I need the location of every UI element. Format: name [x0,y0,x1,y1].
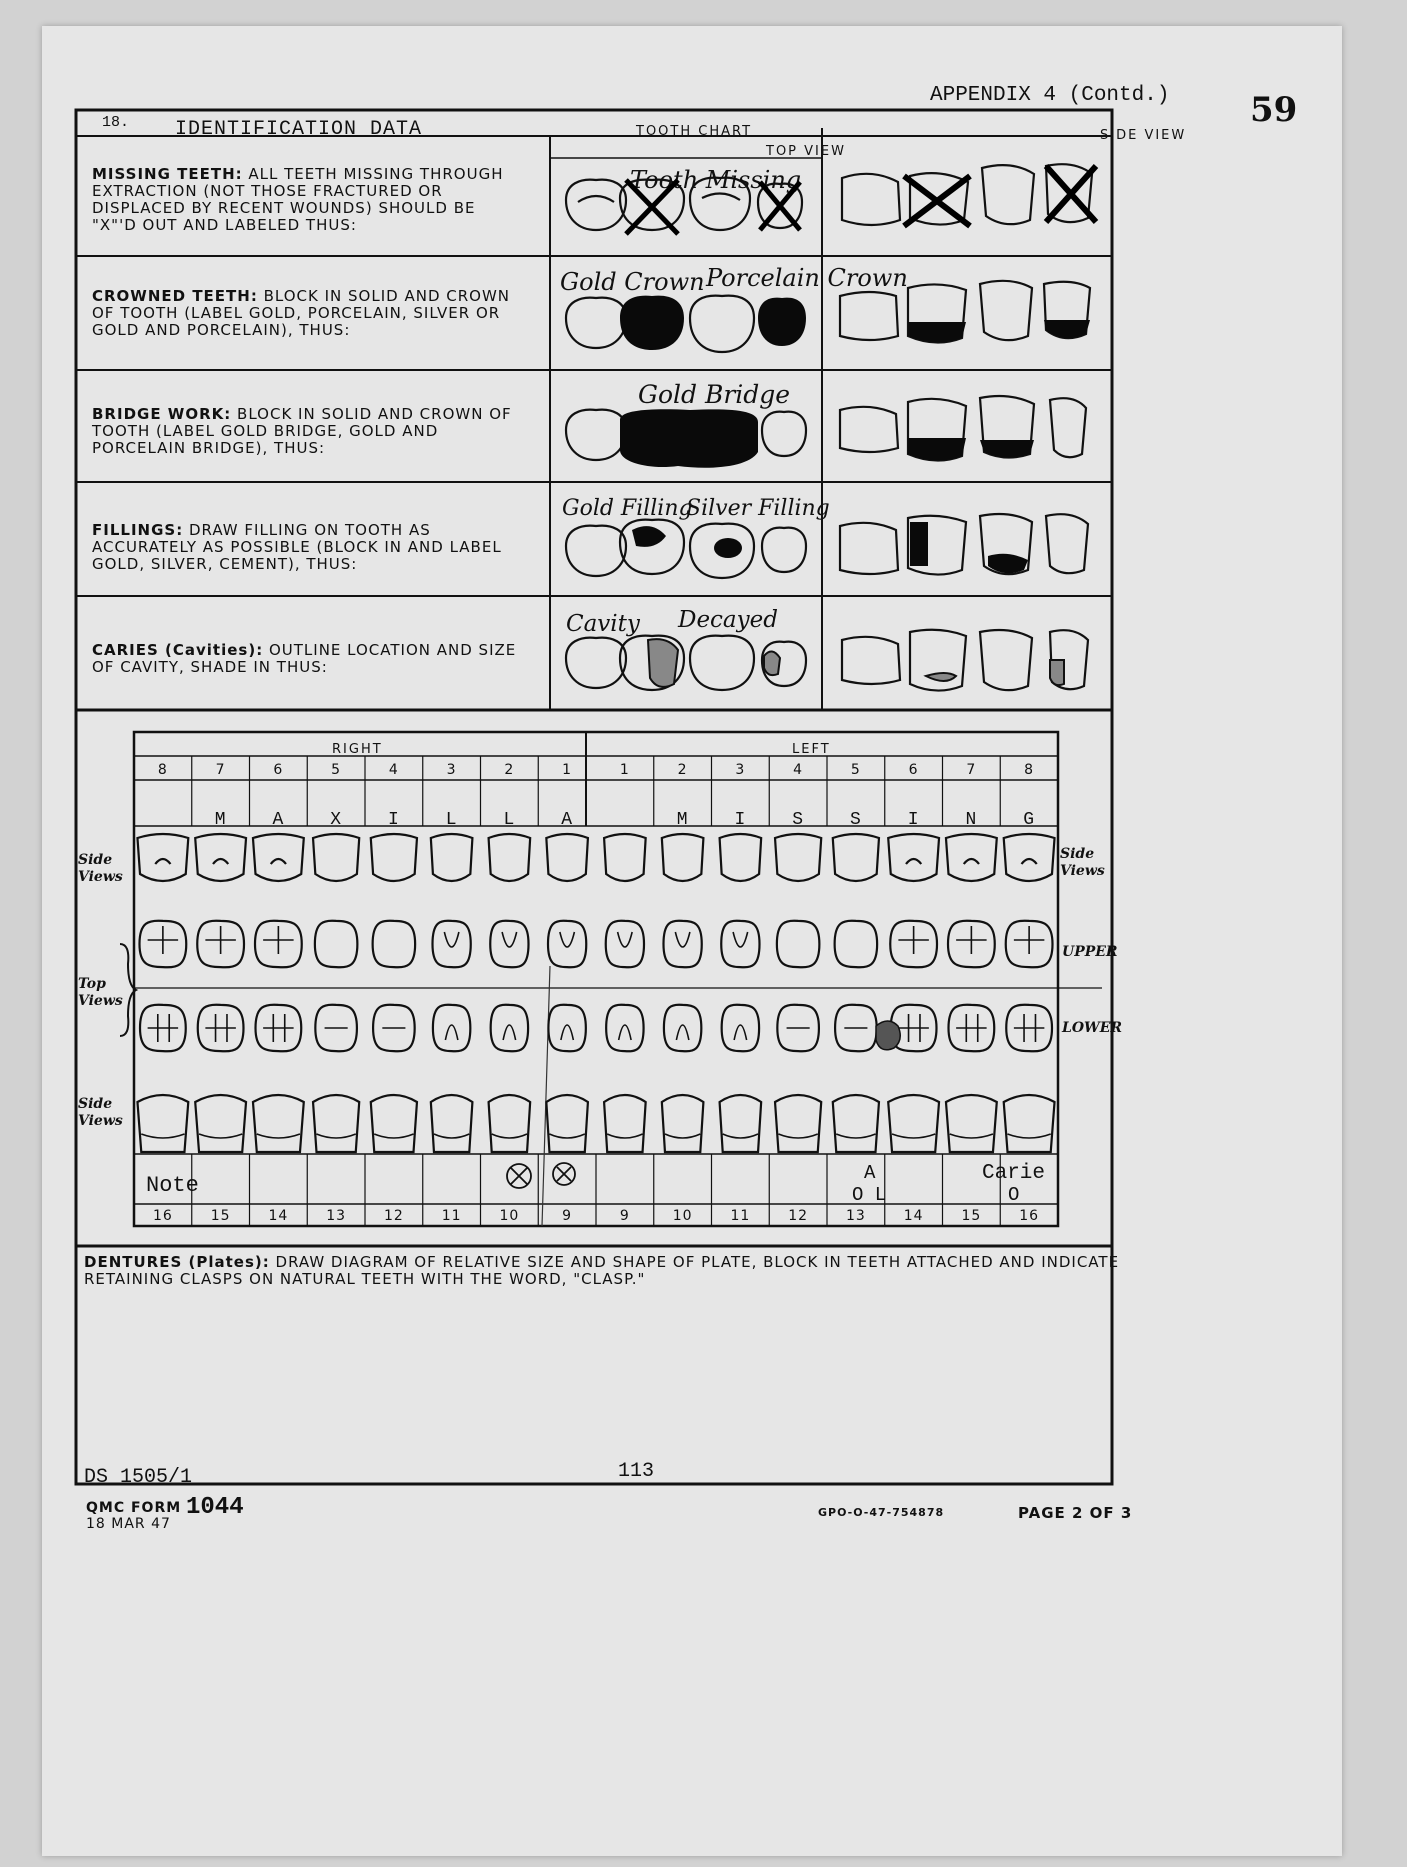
missing-mark-letter: S [849,810,862,830]
carie-o: O [1008,1184,1020,1206]
lower-side-cej [549,1134,584,1138]
lower-side-tooth [720,1095,762,1152]
upper-side-tooth [195,834,246,881]
lower-top-incisal [734,1025,746,1040]
legend-missing-body: ALL TEETH MISSING THROUGH EXTRACTION (NOT THOSE FRACTURED OR DISPLACED BY RECENT WOUNDS) SHOULD BE "X"'D OUT AND LABELED THUS: [92,165,504,234]
lower-side-cej [607,1134,642,1138]
form-date: 18 MAR 47 [86,1516,171,1532]
upper-top-tooth [373,921,416,968]
upper-side-groove [1022,859,1037,864]
lower-tooth-number: 11 [730,1208,751,1224]
missing-mark-letter: M [214,810,227,830]
lower-tooth-number: 12 [383,1208,404,1224]
center-number: 113 [618,1460,655,1483]
upper-side-groove [213,859,228,864]
lower-side-tooth [253,1095,304,1152]
legend-bridge-title: BRIDGE WORK: [92,405,232,423]
lower-side-tooth [775,1095,821,1152]
lower-side-cej [892,1134,935,1138]
upper-tooth-number: 2 [504,762,515,778]
lower-tooth-number: 12 [788,1208,809,1224]
lower-tooth-number: 13 [845,1208,866,1224]
label-gold-filling: Gold Filling [562,496,693,521]
missing-teeth-examples [566,164,1096,234]
lower-top-incisal [503,1025,515,1040]
upper-tooth-number: 8 [157,762,168,778]
upper-side-tooth [720,834,762,881]
upper-tooth-number: 7 [966,762,977,778]
lower-tooth-number: 14 [903,1208,924,1224]
lower-top-groove [263,1014,293,1042]
section-number: 18. [102,114,130,131]
upper-top-incisal [502,932,517,947]
lower-top-incisal [561,1025,573,1040]
lower-side-cej [836,1134,875,1138]
bridge-work-examples [566,396,1086,468]
legend-caries-title: CARIES (Cavities): [92,641,264,659]
upper-tooth-number: 6 [908,762,919,778]
upper-top-incisal [444,932,459,947]
lower-side-tooth [371,1095,417,1152]
lower-top-groove [148,1014,178,1042]
upper-top-tooth [315,921,358,968]
upper-top-groove [263,926,293,954]
upper-tooth-number: 4 [793,762,804,778]
lower-side-cej [665,1134,700,1138]
lower-side-cej [434,1134,469,1138]
lower-side-cej [257,1134,300,1138]
upper-side-groove [906,859,921,864]
label-decayed: Decayed [678,607,778,633]
label-tooth-missing: Tooth Missing [630,166,802,194]
upper-side-tooth [946,834,997,881]
lower-tooth-number: 14 [268,1208,289,1224]
lower-top-groove [956,1014,986,1042]
lower-side-tooth [546,1095,588,1152]
lower-top-groove [205,1014,235,1042]
lower-side-tooth [946,1095,997,1152]
lower-side-tooth [195,1095,246,1152]
lower-side-cej [778,1134,817,1138]
lower-tooth-number: 13 [326,1208,347,1224]
upper-tooth-number: 8 [1024,762,1035,778]
appendix-label: APPENDIX 4 (Contd.) [930,84,1170,107]
upper-side-tooth [431,834,473,881]
upper-side-tooth [313,834,359,881]
upper-label: UPPER [1062,944,1118,960]
label-gold-crown: Gold Crown [560,268,705,296]
missing-mark-letter: L [445,810,458,830]
note-a: A [864,1162,876,1184]
upper-top-tooth [835,921,878,968]
upper-top-tooth [490,921,528,968]
upper-side-tooth [489,834,531,881]
upper-top-groove [1014,926,1044,954]
lower-side-cej [316,1134,355,1138]
legend-missing-title: MISSING TEETH: [92,165,243,183]
upper-top-incisal [560,932,575,947]
lower-top-incisal [619,1025,631,1040]
lower-tooth-number: 9 [619,1208,630,1224]
gpo-number: GPO-O-47-754878 [818,1506,945,1519]
missing-mark-letter: N [965,810,978,830]
upper-side-tooth [253,834,304,881]
lower-side-cej [374,1134,413,1138]
lower-side-tooth [313,1095,359,1152]
outer-border [76,110,1112,1484]
lower-decay-mark [876,1021,900,1050]
legend-caries-body: OUTLINE LOCATION AND SIZE OF CAVITY, SHADE IN THUS: [92,641,517,676]
upper-side-tooth [888,834,939,881]
lower-tooth-number: 11 [441,1208,462,1224]
lower-top-tooth [722,1005,759,1052]
legend-fillings-title: FILLINGS: [92,521,184,539]
upper-top-tooth [432,921,470,968]
upper-top-groove [898,926,928,954]
lower-side-tooth [662,1095,704,1152]
lower-tooth-number: 16 [1019,1208,1040,1224]
lower-top-tooth [606,1005,643,1052]
upper-side-tooth [137,834,188,881]
missing-mark-letter: A [272,810,285,830]
upper-side-tooth [371,834,417,881]
legend-crowned-body: BLOCK IN SOLID AND CROWN OF TOOTH (LABEL GOLD, PORCELAIN, SILVER OR GOLD AND PORCELAIN), THUS: [92,287,511,339]
upper-tooth-number: 4 [388,762,399,778]
upper-top-groove [205,926,235,954]
lower-side-cej [141,1134,184,1138]
upper-side-tooth [1004,834,1055,881]
note-ol: O L [852,1184,887,1206]
crowned-teeth-examples [566,281,1090,352]
lower-side-tooth [489,1095,531,1152]
form-graphics [42,26,1342,1856]
upper-side-groove [271,859,286,864]
lower-top-incisal [445,1025,457,1040]
ds-number: DS 1505/1 [84,1466,193,1489]
lower-tooth-number: 16 [152,1208,173,1224]
lower-top-tooth [548,1005,585,1052]
lower-side-cej [723,1134,758,1138]
lower-side-tooth [888,1095,939,1152]
legend-fillings-body: DRAW FILLING ON TOOTH AS ACCURATELY AS POSSIBLE (BLOCK IN AND LABEL GOLD, SILVER, CEMENT), THUS: [92,521,502,573]
upper-tooth-number: 1 [619,762,630,778]
page-number-handwritten: 59 [1250,90,1298,130]
tooth-chart-label: TOOTH CHART [636,124,753,139]
lower-tooth-number: 15 [210,1208,231,1224]
upper-top-incisal [618,932,633,947]
upper-side-groove [964,859,979,864]
lower-side-tooth [604,1095,646,1152]
form-number: 1044 [186,1494,244,1521]
label-cavity: Cavity [566,611,640,637]
lower-top-tooth [433,1005,470,1052]
section-title: IDENTIFICATION DATA [175,118,423,141]
side-views-label-upper: Side Views [78,852,123,885]
lower-tooth-number: 15 [961,1208,982,1224]
lower-side-tooth [1004,1095,1055,1152]
upper-tooth-number: 5 [850,762,861,778]
upper-tooth-number: 5 [331,762,342,778]
lower-label: LOWER [1062,1020,1123,1036]
upper-side-tooth [604,834,646,881]
lower-tooth-number: 10 [672,1208,693,1224]
upper-side-tooth [833,834,879,881]
qmc-form-label: QMC FORM [86,1500,182,1516]
legend-bridge-body: BLOCK IN SOLID AND CROWN OF TOOTH (LABEL GOLD BRIDGE, GOLD AND PORCELAIN BRIDGE), THUS: [92,405,512,457]
label-porcelain-crown: Porcelain Crown [706,264,908,292]
upper-side-groove [155,859,170,864]
lower-side-cej [1008,1134,1051,1138]
lower-side-cej [492,1134,527,1138]
carie-label: Carie [982,1162,1046,1185]
upper-top-groove [148,926,178,954]
top-view-label: TOP VIEW [766,144,846,159]
upper-side-tooth [775,834,821,881]
dentures-title: DENTURES (Plates): [84,1253,270,1271]
legend-crowned-title: CROWNED TEETH: [92,287,258,305]
upper-side-tooth [546,834,588,881]
note-label: Note [146,1173,199,1198]
lower-side-tooth [137,1095,188,1152]
lower-top-incisal [676,1025,688,1040]
upper-tooth-number: 3 [735,762,746,778]
lower-side-cej [199,1134,242,1138]
missing-mark-letter: X [330,810,343,830]
upper-top-incisal [733,932,748,947]
dentures-body: DRAW DIAGRAM OF RELATIVE SIZE AND SHAPE OF PLATE, BLOCK IN TEETH ATTACHED AND INDICATE RETAINING CLASPS ON NATURAL TEETH WITH THE WORD, "CLASP." [84,1253,1120,1288]
upper-tooth-number: 3 [446,762,457,778]
caries-examples [566,630,1088,691]
lower-tooth-number: 10 [499,1208,520,1224]
upper-top-tooth [606,921,644,968]
label-gold-bridge: Gold Bridge [638,380,791,409]
chart-teeth [137,834,1054,1152]
missing-mark-letter: I [907,810,920,830]
upper-top-tooth [548,921,586,968]
missing-mark-letter: G [1023,810,1036,830]
form-sheet [42,26,1342,1856]
upper-tooth-number: 7 [215,762,226,778]
lower-top-tooth [664,1005,701,1052]
upper-top-groove [956,926,986,954]
lower-top-tooth [491,1005,528,1052]
missing-mark-letter: S [792,810,805,830]
upper-top-incisal [675,932,690,947]
missing-mark-letter: M [676,810,689,830]
upper-top-tooth [777,921,820,968]
upper-tooth-number: 2 [677,762,688,778]
upper-tooth-number: 6 [273,762,284,778]
lower-side-tooth [431,1095,473,1152]
side-views-label-right: Side Views [1060,846,1105,879]
lower-top-groove [1014,1014,1044,1042]
upper-side-tooth [662,834,704,881]
side-view-label: SIDE VIEW [1100,128,1187,143]
top-views-label: Top Views [78,976,123,1009]
lower-side-cej [950,1134,993,1138]
page-of-label: PAGE 2 OF 3 [1018,1504,1133,1522]
missing-mark-letter: L [503,810,516,830]
lower-top-groove [898,1014,928,1042]
fillings-examples [566,514,1088,578]
extraction-marks [507,1163,575,1188]
upper-top-tooth [663,921,701,968]
chart-right-label: RIGHT [332,742,383,757]
missing-mark-letter: I [387,810,400,830]
side-views-label-lower: Side Views [78,1096,123,1129]
upper-tooth-number: 1 [562,762,573,778]
lower-tooth-number: 9 [562,1208,573,1224]
missing-mark-letter: A [561,810,574,830]
missing-mark-letter: I [734,810,747,830]
lower-side-tooth [833,1095,879,1152]
upper-top-tooth [721,921,759,968]
chart-left-label: LEFT [792,742,831,757]
label-silver-filling: Silver Filling [686,496,830,521]
